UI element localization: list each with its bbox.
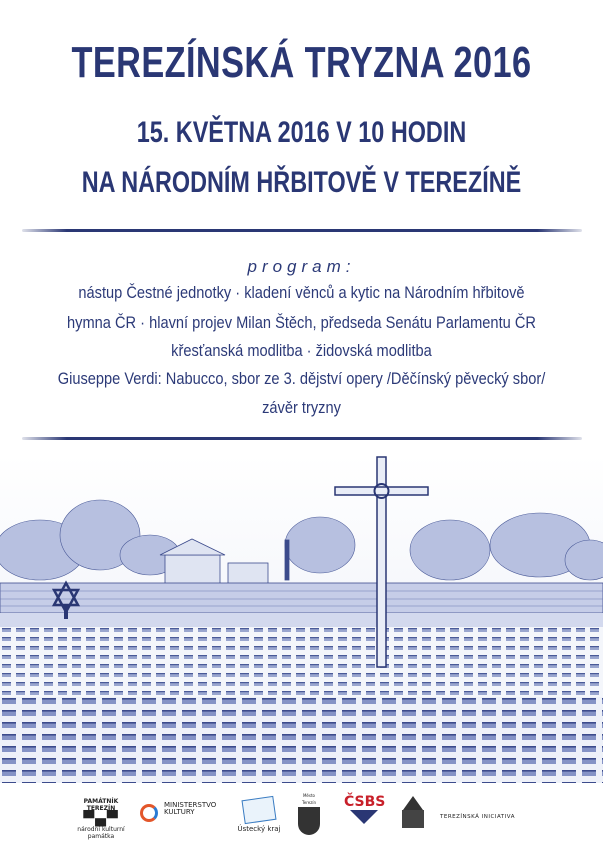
csbs-logo: ČSBS: [344, 794, 384, 824]
pamatnik-terezin-logo: PAMÁTNÍK TEREZÍN ▀▄▀ národní kulturní památka: [77, 798, 125, 840]
ministerstvo-kultury-logo: MINISTERSTVO KULTURY: [140, 802, 210, 816]
poster-title: TEREZÍNSKÁ TRYZNA 2016: [71, 38, 532, 87]
church-icon: [398, 796, 428, 828]
program-line: závěr tryzny: [262, 398, 341, 417]
cemetery-illustration: [0, 455, 603, 783]
sponsor-logos: [0, 790, 603, 854]
circle-c-icon: [140, 804, 158, 822]
divider-bottom: [22, 437, 582, 440]
poster-location: NA NÁRODNÍM HŘBITOVĚ V TEREZÍNĚ: [81, 166, 522, 199]
mesto-terezin-logo: Město Terezín: [296, 792, 322, 835]
terezinska-iniciativa-logo: TEREZÍNSKÁ INICIATIVA: [440, 814, 515, 820]
program-line: hymna ČR · hlavní projev Milan Štěch, předseda Senátu Parlamentu ČR: [67, 313, 536, 332]
divider-top: [22, 229, 582, 232]
program-heading: program:: [247, 257, 356, 276]
ustecky-kraj-logo: Ústecký kraj: [236, 798, 282, 833]
program-line: Giuseppe Verdi: Nabucco, sbor ze 3. dějství opery /Děčínský pěvecký sbor/: [57, 369, 546, 388]
program-line: nástup Čestné jednotky · kladení věnců a kytic na Národním hřbitově: [78, 283, 525, 302]
poster-date: 15. KVĚTNA 2016 V 10 HODIN: [136, 116, 467, 149]
program-line: křesťanská modlitba · židovská modlitba: [171, 341, 432, 360]
